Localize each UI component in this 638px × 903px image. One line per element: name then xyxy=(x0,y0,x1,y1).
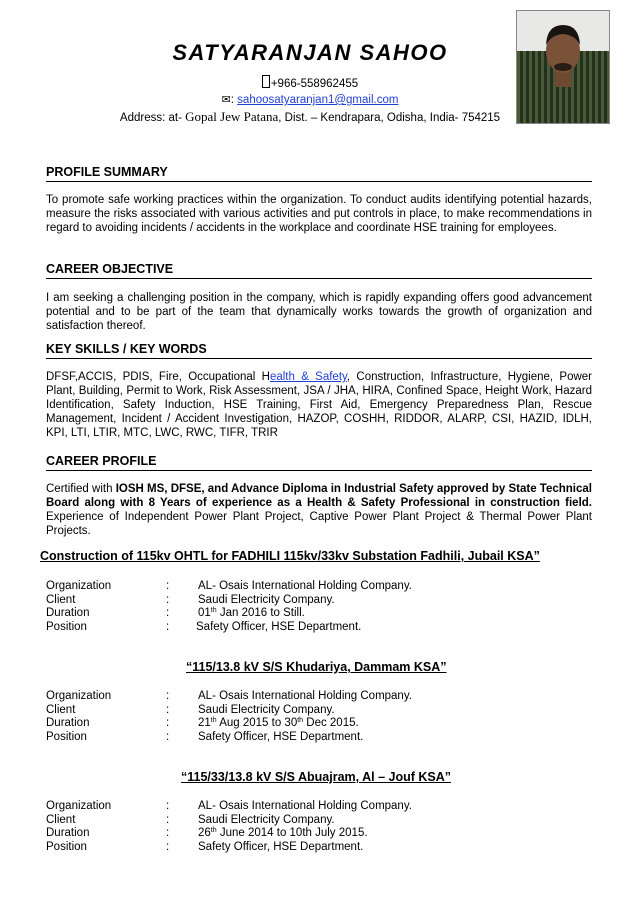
address-line xyxy=(100,109,520,125)
profile-summary-text: To promote safe working practices within the organization. To conduct audits identifying potential hazards, measure the risks associated with various activities and put controls in place, to make recommendations in regard to avoiding incidents / accidents in the workplace and coordinate HSE training for employees. xyxy=(46,194,592,234)
address-village: Gopal Jew Patana xyxy=(185,109,279,124)
client-label: Client xyxy=(46,814,76,826)
organization-value: AL- Osais International Holding Company. xyxy=(198,800,412,812)
career-profile-intro: Certified with xyxy=(46,483,116,495)
duration-day: 21 xyxy=(198,717,211,729)
duration-value xyxy=(198,717,359,729)
duration-rest: Dec 2015. xyxy=(303,717,359,729)
client-value: Saudi Electricity Company. xyxy=(198,704,335,716)
colon: : xyxy=(166,841,170,853)
career-objective-heading: CAREER OBJECTIVE xyxy=(46,262,592,279)
duration-end-suffix: th xyxy=(297,717,304,724)
key-skills-part1: DFSF,ACCIS, PDIS, Fire, Occupational H xyxy=(46,371,270,383)
project-title: “115/13.8 kV S/S Khudariya, Dammam KSA” xyxy=(186,660,447,674)
organization-label: Organization xyxy=(46,580,112,592)
colon: : xyxy=(166,717,170,729)
colon: : xyxy=(166,594,170,606)
email-prefix: : xyxy=(230,94,234,106)
mail-icon: ✉ xyxy=(221,94,231,106)
colon: : xyxy=(166,607,170,619)
colon: : xyxy=(166,704,170,716)
phone-line xyxy=(100,75,520,90)
client-label: Client xyxy=(46,704,76,716)
duration-label: Duration xyxy=(46,827,90,839)
career-profile-certifications: IOSH MS, DFSE, and Advance Diploma in Industrial Safety approved by State Technical Board along with 8 Years of experience as a Health & Safety Professional in construction field. xyxy=(46,483,592,509)
client-value: Saudi Electricity Company. xyxy=(198,814,335,826)
position-value: Safety Officer, HSE Department. xyxy=(196,621,362,633)
duration-value xyxy=(198,607,305,619)
phone-number: +966-558962455 xyxy=(270,78,359,90)
address-rest: , Dist. – Kendrapara, Odisha, India- 754215 xyxy=(278,112,501,124)
project-title: “115/33/13.8 kV S/S Abuajram, Al – Jouf KSA” xyxy=(181,770,452,784)
duration-day: 01 xyxy=(198,607,211,619)
key-skills-text xyxy=(46,370,592,440)
duration-day-suffix: th xyxy=(210,827,217,834)
phone-icon xyxy=(262,75,270,88)
colon: : xyxy=(166,690,170,702)
career-profile-experience: Experience of Independent Power Plant Project, Captive Power Plant Project & Thermal Power Plant Projects. xyxy=(46,511,592,537)
colon: : xyxy=(166,731,170,743)
key-skills-part2: , Construction, Infrastructure, Hygiene, Power Plant, Building, Permit to Work, Risk Assessment, JSA / JHA, HIRA, Confined Space, Height Work, Hazard Identification, Safety Induction, HSE Training, First Aid, Emergency Preparedness Plan, Rescue Management, Incident / Accident Investigation, HAZOP, COSHH, RIDDOR, ALARP, CSI, HAZID, IDLH, KPI, LTI, LTIR, MTC, LWC, RWC, TIFR, TRIR xyxy=(46,371,592,439)
colon: : xyxy=(166,814,170,826)
duration-day: 26 xyxy=(198,827,211,839)
profile-photo xyxy=(516,10,610,124)
duration-rest: Jan 2016 to Still. xyxy=(216,607,305,619)
organization-label: Organization xyxy=(46,800,112,812)
profile-summary-heading: PROFILE SUMMARY xyxy=(46,165,592,182)
position-label: Position xyxy=(46,621,87,633)
email-link[interactable]: sahoosatyaranjan1@gmail.com xyxy=(237,94,399,106)
duration-label: Duration xyxy=(46,607,90,619)
position-label: Position xyxy=(46,731,87,743)
position-value: Safety Officer, HSE Department. xyxy=(198,841,364,853)
email-line xyxy=(100,93,520,106)
key-skills-heading: KEY SKILLS / KEY WORDS xyxy=(46,342,592,359)
career-objective-text: I am seeking a challenging position in the company, which is rapidly expanding offers good advancement potential and to be part of the team that dynamically works towards the growth of organization and satisfaction thereof. xyxy=(46,292,592,332)
colon: : xyxy=(166,800,170,812)
position-label: Position xyxy=(46,841,87,853)
health-safety-link[interactable]: ealth & Safety xyxy=(269,371,347,383)
duration-rest: June 2014 to 10th July 2015. xyxy=(216,827,368,839)
career-profile-heading: CAREER PROFILE xyxy=(46,454,592,471)
organization-value: AL- Osais International Holding Company. xyxy=(198,580,412,592)
candidate-name: SATYARANJAN SAHOO xyxy=(172,40,448,65)
duration-label: Duration xyxy=(46,717,90,729)
colon: : xyxy=(166,827,170,839)
colon: : xyxy=(166,621,170,633)
client-value: Saudi Electricity Company. xyxy=(198,594,335,606)
duration-day-suffix: th xyxy=(210,717,217,724)
project-title: Construction of 115kv OHTL for FADHILI 115kv/33kv Substation Fadhili, Jubail KSA” xyxy=(40,549,540,563)
duration-value xyxy=(198,827,368,839)
address-prefix: Address: at- xyxy=(119,112,182,124)
duration-mid: Aug 2015 to 30 xyxy=(216,717,298,729)
profile-photo-image xyxy=(517,11,609,123)
position-value: Safety Officer, HSE Department. xyxy=(198,731,364,743)
client-label: Client xyxy=(46,594,76,606)
colon: : xyxy=(166,580,170,592)
organization-label: Organization xyxy=(46,690,112,702)
duration-day-suffix: th xyxy=(210,607,217,614)
career-profile-text xyxy=(46,482,592,538)
organization-value: AL- Osais International Holding Company. xyxy=(198,690,412,702)
